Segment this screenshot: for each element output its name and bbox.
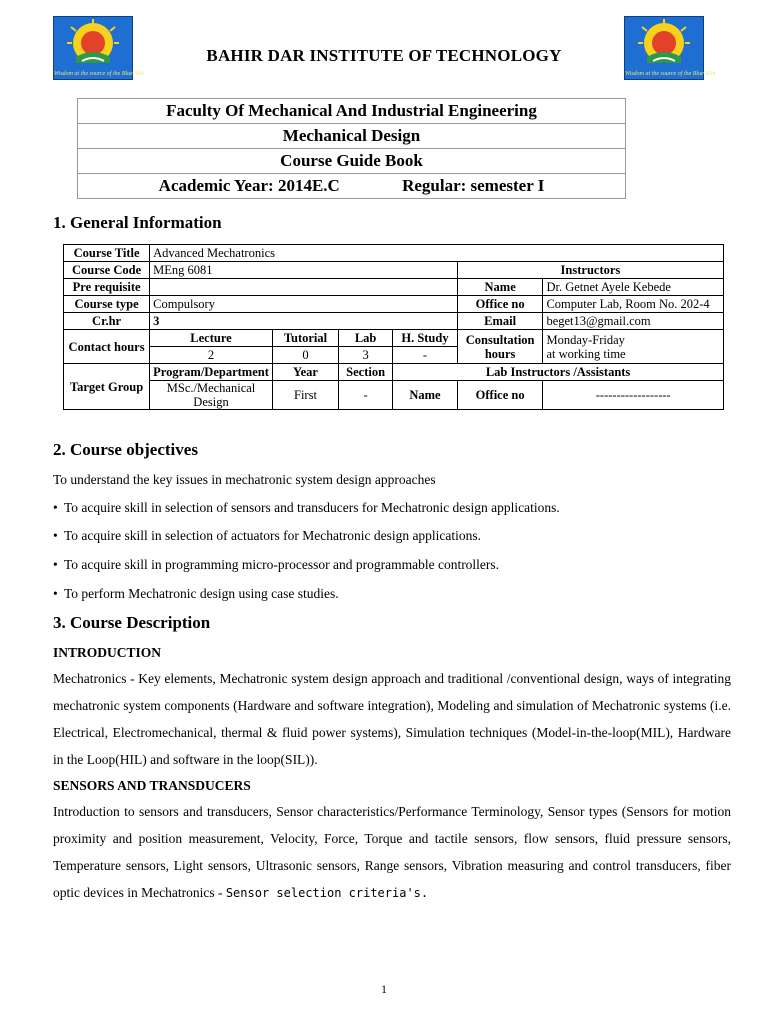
- lab-label: Lab: [339, 330, 393, 347]
- lab-hours: 3: [339, 347, 393, 364]
- objectives-intro: To understand the key issues in mechatronic system design approaches: [53, 472, 436, 487]
- page-number: 1: [381, 982, 387, 996]
- consultation-days: Monday-Friday: [546, 332, 625, 347]
- course-type-value: Compulsory: [150, 296, 458, 313]
- document-type: Course Guide Book: [78, 149, 626, 174]
- section-course-objectives-heading: 2. Course objectives: [53, 440, 198, 459]
- office-label: Office no: [457, 296, 543, 313]
- lab-office-label: Office no: [457, 381, 543, 410]
- tutorial-label: Tutorial: [272, 330, 338, 347]
- year-value: First: [272, 381, 338, 410]
- lab-office-value: ------------------: [543, 381, 724, 410]
- section-general-information-heading: 1. General Information: [53, 213, 222, 232]
- program-value: MSc./Mechanical Design: [150, 381, 273, 410]
- prerequisite-value: [150, 279, 458, 296]
- academic-year: Academic Year: 2014E.C: [158, 176, 340, 195]
- objective-text: To perform Mechatronic design using case studies.: [64, 586, 339, 601]
- objective-item: • To acquire skill in selection of sensors and transducers for Mechatronic design applications.: [53, 500, 560, 515]
- lab-instructors-heading: Lab Instructors /Assistants: [393, 364, 724, 381]
- email-label: Email: [457, 313, 543, 330]
- program-label: Program/Department: [150, 364, 273, 381]
- course-title-value: Advanced Mechatronics: [150, 245, 724, 262]
- section-value: -: [339, 381, 393, 410]
- credit-hours-label: Cr.hr: [64, 313, 150, 330]
- objective-item: • To acquire skill in selection of actuators for Mechatronic design applications.: [53, 528, 482, 543]
- consultation-hours-value: [543, 330, 724, 364]
- logo-motto: Wisdom at the source of the Blue Nile: [54, 71, 145, 77]
- faculty-name: Faculty Of Mechanical And Industrial Engineering: [78, 99, 626, 124]
- home-study-hours: -: [393, 347, 458, 364]
- section-label: Section: [339, 364, 393, 381]
- sensors-text: Introduction to sensors and transducers, Sensor characteristics/Performance Terminology, Sensor types (Sensors for motion proximity and position measurement, Velocity, Force, Torque and tactile sensors, flow sensors, fluid pressure sensors, Temperature sensors, Light sensors, Ultrasonic sensors, Range sensors, Vibration measuring and control transducers, fiber optic devices in Mechatronics -: [53, 804, 731, 900]
- objective-text: To acquire skill in selection of actuators for Mechatronic design applications.: [64, 528, 482, 543]
- consultation-time: at working time: [546, 346, 626, 361]
- instructors-heading: Instructors: [457, 262, 723, 279]
- sensors-text-tail: Sensor selection criteria's.: [225, 886, 429, 900]
- email-value: beget13@gmail.com: [543, 313, 724, 330]
- contact-hours-label: Contact hours: [64, 330, 150, 364]
- office-value: Computer Lab, Room No. 202-4: [543, 296, 724, 313]
- general-information-table: [63, 244, 724, 410]
- lecture-hours: 2: [150, 347, 273, 364]
- tutorial-hours: 0: [272, 347, 338, 364]
- year-label: Year: [272, 364, 338, 381]
- regular-semester: Regular: semester I: [402, 176, 545, 195]
- department-name: Mechanical Design: [78, 124, 626, 149]
- introduction-heading: INTRODUCTION: [53, 645, 162, 660]
- instructor-name-value: Dr. Getnet Ayele Kebede: [543, 279, 724, 296]
- course-type-label: Course type: [64, 296, 150, 313]
- section-course-description-heading: 3. Course Description: [53, 613, 211, 632]
- objective-item: • To perform Mechatronic design using case studies.: [53, 586, 339, 601]
- objective-text: To acquire skill in selection of sensors and transducers for Mechatronic design applications.: [64, 500, 560, 515]
- prerequisite-label: Pre requisite: [64, 279, 150, 296]
- instructor-name-label: Name: [457, 279, 543, 296]
- course-code-value: MEng 6081: [150, 262, 458, 279]
- course-code-label: Course Code: [64, 262, 150, 279]
- logo-motto: Wisdom at the source of the Blue Nile: [625, 71, 716, 77]
- objective-item: • To acquire skill in programming micro-processor and programmable controllers.: [53, 557, 500, 572]
- course-title-label: Course Title: [64, 245, 150, 262]
- target-group-label: Target Group: [64, 364, 150, 410]
- introduction-paragraph: Mechatronics - Key elements, Mechatronic system design approach and traditional /conventional design, ways of integrating mechatronic system components (Hardware and software integration), Modeling and simulation of Mechatronic systems (i.e. Electrical, Electromechanical, thermal & fluid power systems), Simulation techniques (Model-in-the-loop(MIL), Hardware in the Loop(HIL) and software in the loop(SIL)).: [53, 671, 731, 767]
- lab-name-label: Name: [393, 381, 458, 410]
- course-header-box: [77, 98, 626, 199]
- sensors-heading: SENSORS AND TRANSDUCERS: [53, 778, 251, 793]
- sensors-paragraph: [53, 798, 731, 907]
- lecture-label: Lecture: [150, 330, 273, 347]
- consultation-hours-label: Consultation hours: [457, 330, 543, 364]
- institute-title: BAHIR DAR INSTITUTE OF TECHNOLOGY: [206, 46, 562, 65]
- home-study-label: H. Study: [393, 330, 458, 347]
- credit-hours-value: 3: [150, 313, 458, 330]
- objective-text: To acquire skill in programming micro-processor and programmable controllers.: [64, 557, 500, 572]
- academic-year-row: [78, 174, 626, 199]
